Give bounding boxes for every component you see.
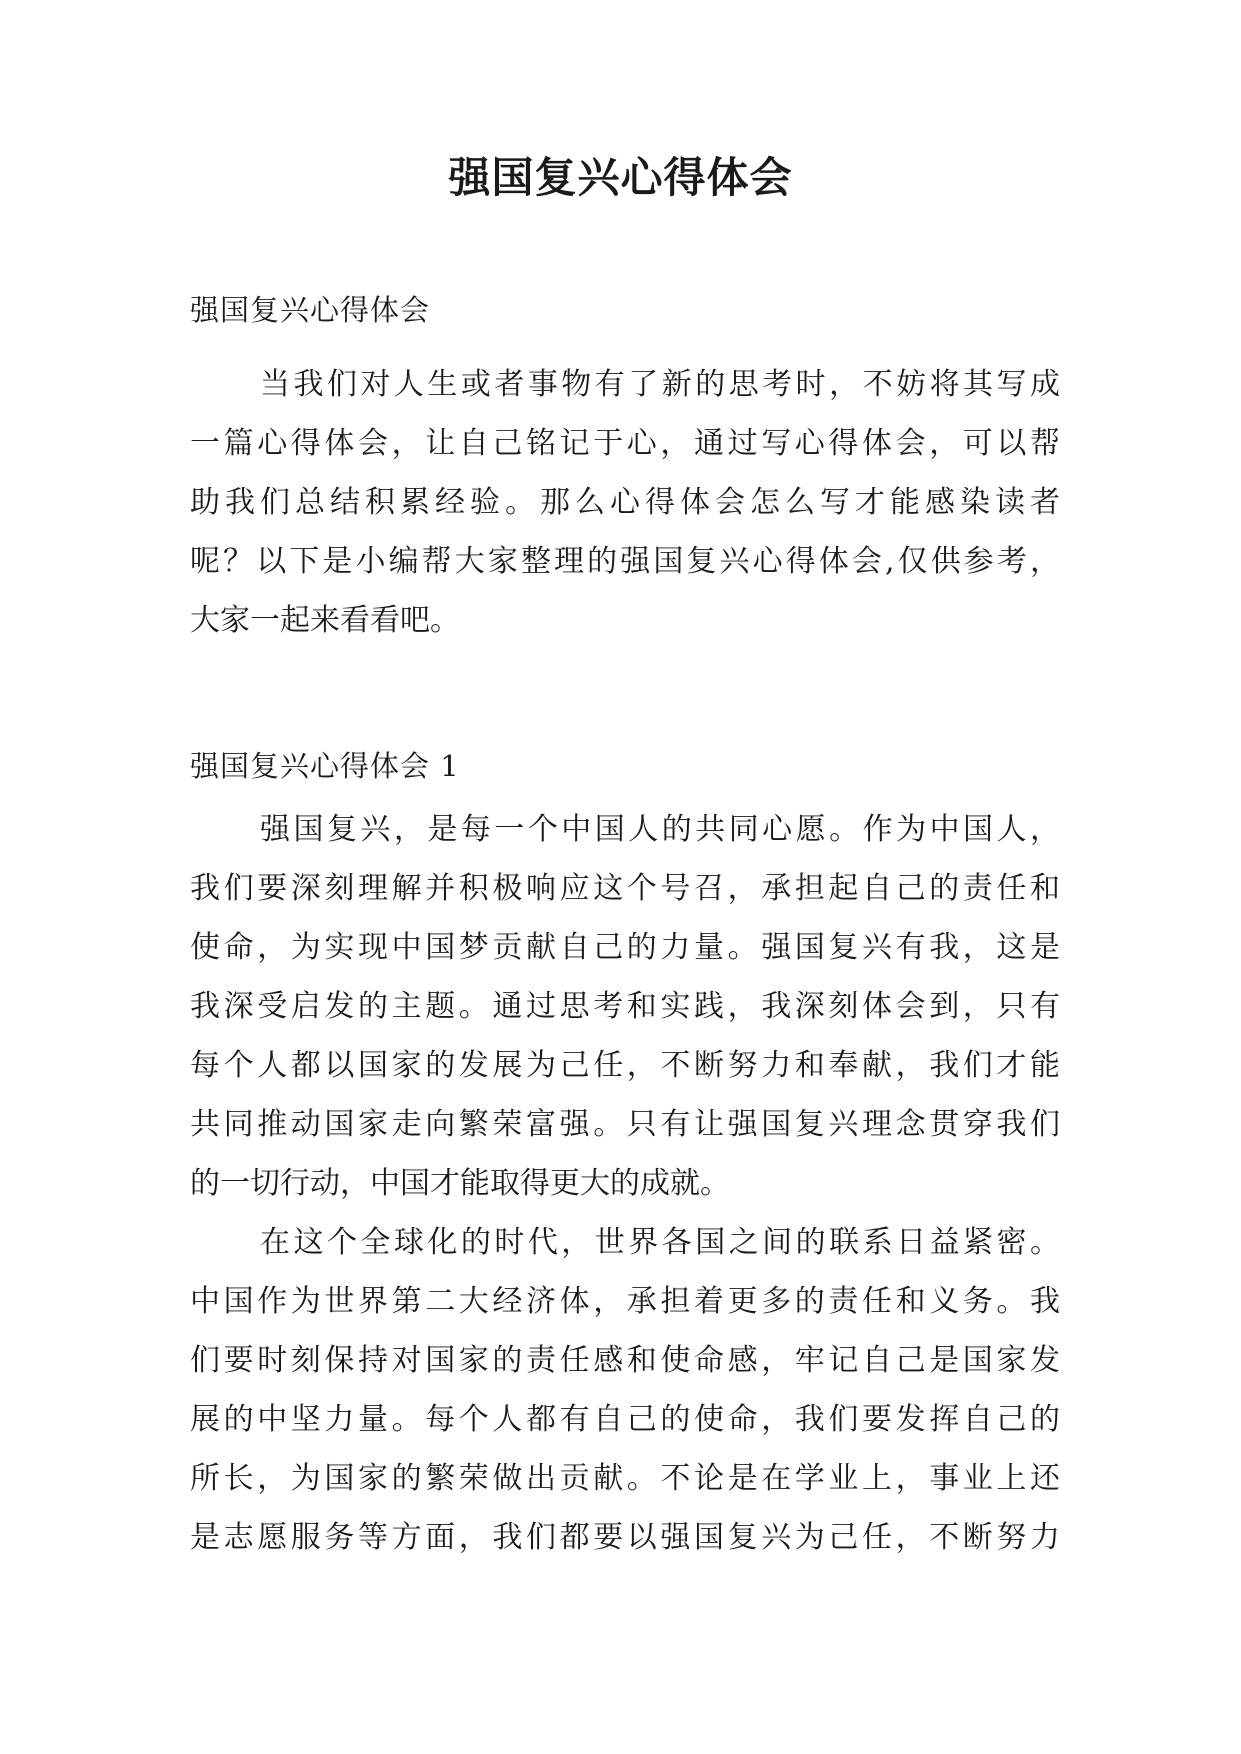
document-subtitle: 强国复兴心得体会: [190, 293, 431, 327]
paragraph-line: 每个人都以国家的发展为己任，不断努力和奉献，我们才能: [190, 1048, 1060, 1083]
paragraph-line: 我深受启发的主题。通过思考和实践，我深刻体会到，只有: [190, 989, 1060, 1024]
intro-line: 当我们对人生或者事物有了新的思考时，不妨将其写成: [260, 367, 1060, 402]
intro-line: 大家一起来看看吧。: [190, 603, 460, 638]
paragraph-line: 使命，为实现中国梦贡献自己的力量。强国复兴有我，这是: [190, 930, 1060, 965]
section-1-paragraph-2: [190, 1213, 1060, 1567]
intro-line: 助我们总结积累经验。那么心得体会怎么写才能感染读者: [190, 485, 1060, 520]
intro-line: 一篇心得体会，让自己铭记于心，通过写心得体会，可以帮: [190, 426, 1060, 461]
paragraph-line: 所长，为国家的繁荣做出贡献。不论是在学业上，事业上还: [190, 1461, 1060, 1496]
paragraph-line: 我们要深刻理解并积极响应这个号召，承担起自己的责任和: [190, 871, 1060, 906]
paragraph-line: 强国复兴，是每一个中国人的共同心愿。作为中国人，: [260, 812, 1060, 847]
paragraph-line: 中国作为世界第二大经济体，承担着更多的责任和义务。我: [190, 1284, 1060, 1319]
paragraph-line: 共同推动国家走向繁荣富强。只有让强国复兴理念贯穿我们: [190, 1107, 1060, 1142]
intro-paragraph: [190, 355, 1060, 650]
section-1-paragraph-1: [190, 800, 1060, 1213]
paragraph-line: 是志愿服务等方面，我们都要以强国复兴为己任，不断努力: [190, 1520, 1060, 1555]
paragraph-line: 在这个全球化的时代，世界各国之间的联系日益紧密。: [260, 1225, 1060, 1260]
paragraph-line: 的一切行动，中国才能取得更大的成就。: [190, 1166, 730, 1201]
section-1-heading: 强国复兴心得体会 1: [190, 749, 460, 783]
document-title: 强国复兴心得体会: [448, 153, 793, 202]
paragraph-line: 们要时刻保持对国家的责任感和使命感，牢记自己是国家发: [190, 1343, 1060, 1378]
paragraph-line: 展的中坚力量。每个人都有自己的使命，我们要发挥自己的: [190, 1402, 1060, 1437]
intro-line: 呢？以下是小编帮大家整理的强国复兴心得体会,仅供参考，: [190, 544, 1060, 579]
